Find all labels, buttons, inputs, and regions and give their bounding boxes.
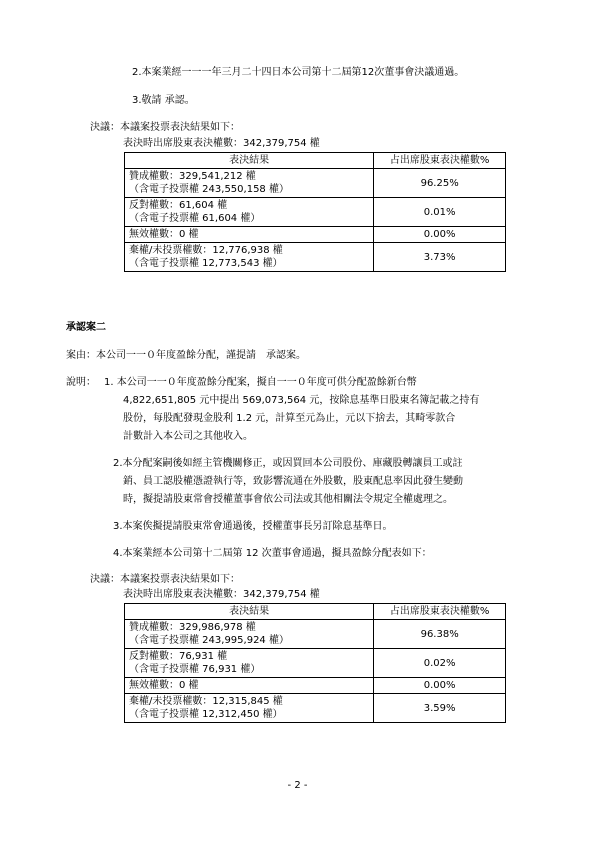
- item-2-text: 2.本案業經一一一年三月二十四日本公司第十二屆第12次董事會決議通過。: [132, 67, 465, 78]
- p2-line: 2.本分配案嗣後如經主管機關修正，或因買回本公司股份、庫藏股轉讓員工或註: [113, 458, 463, 469]
- table-row: [125, 227, 506, 243]
- total-votes: 表決時出席股東表決權數：342,379,754 權: [123, 138, 320, 149]
- table-row: [125, 169, 506, 198]
- resolution-line: 決議：本議案投票表決結果如下：: [90, 122, 240, 133]
- p3-text: 3.本案俟擬提請股東常會通過後，授權董事長另訂除息基準日。: [113, 521, 393, 532]
- p1-line: 4,822,651,805 元中提出 569,073,564 元，按除息基準日股東名簿記載之持有: [123, 395, 480, 406]
- total-votes: 表決時出席股東表決權數：342,379,754 權: [123, 589, 320, 600]
- row-line1: 無效權數：0 權: [129, 229, 199, 240]
- row-line1: 棄權/未投票權數：12,776,938 權: [129, 245, 283, 256]
- table-row: [125, 694, 506, 723]
- p4-text: 4.本案業經本公司第十二屆第 12 次董事會通過，擬具盈餘分配表如下：: [113, 548, 432, 559]
- p1-line: 計數計入本公司之其他收入。: [123, 431, 253, 442]
- row-line2: （含電子投票權 61,604 權）: [129, 213, 261, 224]
- row-pct: 3.59%: [374, 694, 506, 723]
- item-3-text: 3.敬請 承認。: [132, 95, 195, 106]
- header-result: 表決結果: [125, 604, 374, 620]
- p1-line: 1. 本公司一一０年度盈餘分配案，擬自一一０年度可供分配盈餘新台幣: [104, 377, 417, 388]
- p2-line: 銷、員工認股權憑證執行等，致影響流通在外股數，股東配息率因此發生變動: [123, 476, 463, 487]
- row-line1: 無效權數：0 權: [129, 680, 199, 691]
- row-line2: （含電子投票權 12,773,543 權）: [129, 258, 283, 269]
- row-line2: （含電子投票權 76,931 權）: [129, 664, 261, 675]
- case-cause: 案由：本公司一一０年度盈餘分配，謹提請 承認案。: [66, 350, 306, 361]
- table-row: [125, 649, 506, 678]
- vote-table-2: [124, 603, 506, 723]
- row-line2: （含電子投票權 12,312,450 權）: [129, 709, 283, 720]
- row-pct: 0.00%: [374, 227, 506, 243]
- row-line2: （含電子投票權 243,550,158 權）: [129, 184, 289, 195]
- vote-table-1: [124, 152, 506, 272]
- table-row: [125, 243, 506, 272]
- row-pct: 0.01%: [374, 198, 506, 227]
- table-row: [125, 198, 506, 227]
- row-pct: 0.00%: [374, 678, 506, 694]
- header-result: 表決結果: [125, 153, 374, 169]
- row-pct: 3.73%: [374, 243, 506, 272]
- table-header-row: [125, 604, 506, 620]
- table-header-row: [125, 153, 506, 169]
- row-line1: 反對權數：76,931 權: [129, 651, 228, 662]
- row-line1: 反對權數：61,604 權: [129, 200, 228, 211]
- p2-line: 時，擬提請股東常會授權董事會依公司法或其他相關法令規定全權處理之。: [123, 494, 453, 505]
- table-row: [125, 620, 506, 649]
- row-pct: 0.02%: [374, 649, 506, 678]
- explain-label: 說明：: [66, 377, 96, 388]
- row-pct: 96.38%: [374, 620, 506, 649]
- header-pct: 占出席股東表決權數%: [374, 604, 506, 620]
- row-line2: （含電子投票權 243,995,924 權）: [129, 635, 289, 646]
- row-line1: 棄權/未投票權數：12,315,845 權: [129, 696, 283, 707]
- row-pct: 96.25%: [374, 169, 506, 198]
- page-number: - 2 -: [287, 780, 308, 791]
- row-line1: 贊成權數：329,986,978 權: [129, 622, 256, 633]
- table-row: [125, 678, 506, 694]
- resolution-line: 決議：本議案投票表決結果如下：: [90, 574, 240, 585]
- header-pct: 占出席股東表決權數%: [374, 153, 506, 169]
- row-line1: 贊成權數：329,541,212 權: [129, 171, 256, 182]
- p1-line: 股份，每股配發現金股利 1.2 元，計算至元為止，元以下捨去，其畸零款合: [123, 413, 456, 424]
- section-title: 承認案二: [66, 322, 106, 333]
